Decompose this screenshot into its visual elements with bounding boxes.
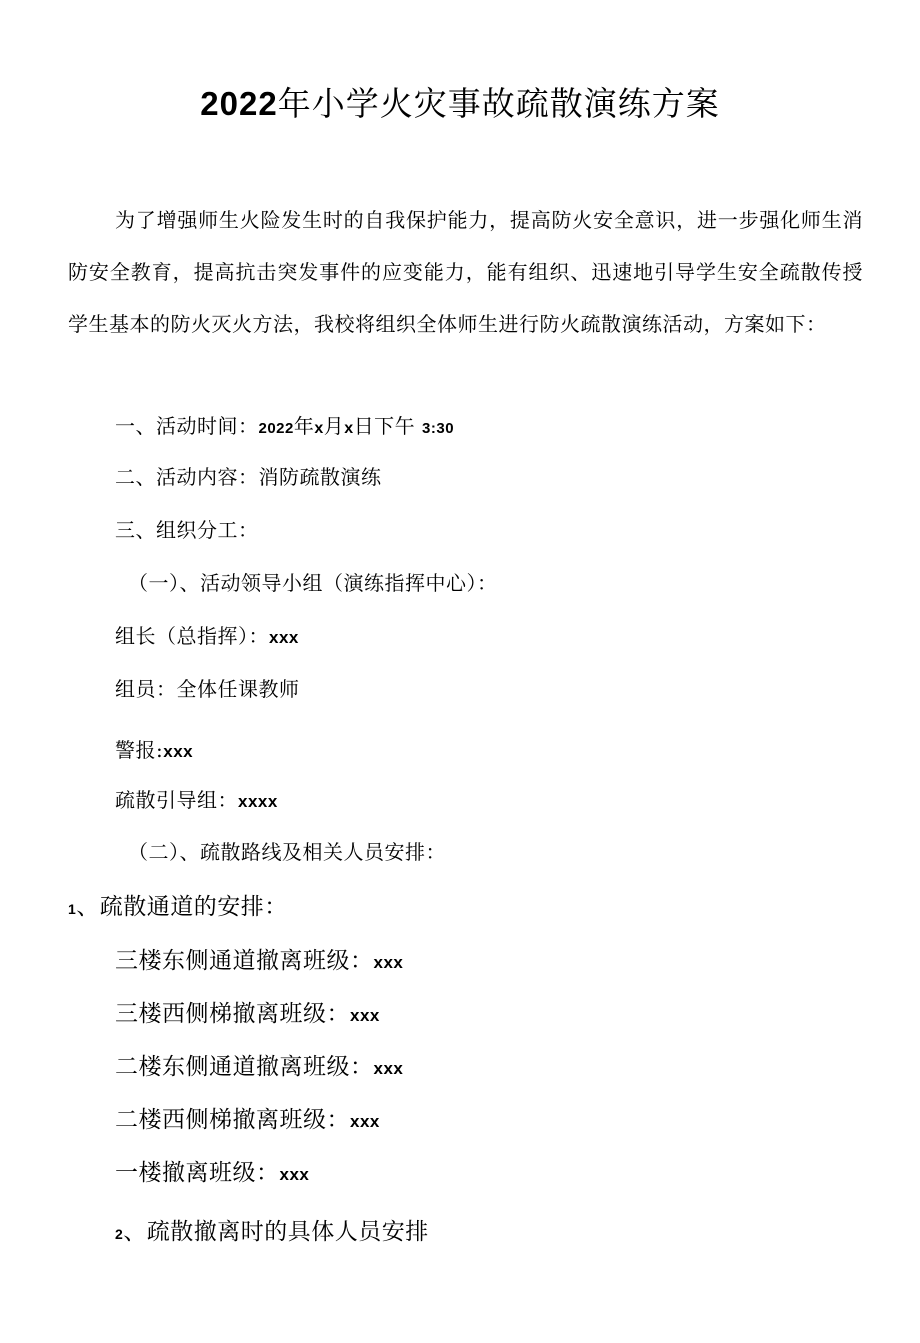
alarm-label: 警报: bbox=[115, 738, 164, 762]
route-value: xxx bbox=[279, 1165, 310, 1184]
group-one-heading: （一）、活动领导小组（演练指挥中心）： bbox=[128, 571, 498, 595]
section-activity-content-value: 消防疏散演练 bbox=[258, 465, 382, 489]
route-line bbox=[115, 944, 403, 980]
item-two-number: 2 bbox=[115, 1226, 124, 1242]
activity-time: 3:30 bbox=[422, 420, 455, 437]
section-activity-content-label: 二、活动内容： bbox=[115, 465, 259, 489]
route-line bbox=[115, 1050, 403, 1086]
section-activity-time bbox=[115, 411, 454, 444]
item-one-number: 1 bbox=[68, 901, 77, 917]
group-two-heading: （二）、疏散路线及相关人员安排： bbox=[128, 840, 446, 864]
leader-label: 组长（总指挥）： bbox=[115, 624, 269, 648]
guide-value: xxxx bbox=[238, 792, 278, 811]
guide-line bbox=[115, 785, 278, 817]
activity-year: 2022 bbox=[258, 420, 294, 437]
alarm-value: xxx bbox=[163, 742, 194, 761]
item-two-heading bbox=[115, 1215, 429, 1251]
leader-value: xxx bbox=[269, 628, 299, 647]
route-line bbox=[115, 997, 380, 1033]
route-label: 三楼东侧通道撤离班级： bbox=[115, 948, 374, 974]
activity-day: x bbox=[344, 420, 354, 437]
route-label: 二楼西侧梯撤离班级： bbox=[115, 1107, 350, 1133]
item-one-heading bbox=[68, 890, 288, 926]
title-year: 2022 bbox=[200, 85, 278, 122]
route-line bbox=[115, 1103, 380, 1139]
intro-paragraph: 为了增强师生火险发生时的自我保护能力，提高防火安全意识，进一步强化师生消防安全教育，提高抗击突发事件的应变能力，能有组织、迅速地引导学生安全疏散传授学生基本的防火灭火方法，我校将组织全体师生进行防火疏散演练活动，方案如下： bbox=[68, 208, 863, 336]
section-organization: 三、组织分工： bbox=[115, 518, 259, 542]
item-two-text: 、疏散撤离时的具体人员安排 bbox=[123, 1219, 429, 1245]
document-title bbox=[0, 82, 920, 126]
members-line bbox=[115, 674, 300, 704]
activity-day-rest: 日下午 bbox=[353, 414, 416, 438]
activity-month: x bbox=[314, 420, 324, 437]
route-value: xxx bbox=[350, 1112, 380, 1131]
route-value: xxx bbox=[373, 953, 404, 972]
route-line bbox=[115, 1156, 309, 1192]
item-one-text: 、疏散通道的安排： bbox=[76, 894, 288, 920]
route-label: 二楼东侧通道撤离班级： bbox=[115, 1054, 374, 1080]
route-label: 一楼撤离班级： bbox=[115, 1160, 280, 1186]
title-text: 年小学火灾事故疏散演练方案 bbox=[277, 84, 720, 123]
activity-month-char: 月 bbox=[323, 414, 345, 438]
activity-year-char: 年 bbox=[293, 414, 315, 438]
route-value: xxx bbox=[350, 1006, 380, 1025]
guide-label: 疏散引导组： bbox=[115, 788, 238, 812]
members-label: 组员： bbox=[115, 677, 177, 701]
route-label: 三楼西侧梯撤离班级： bbox=[115, 1001, 350, 1027]
alarm-line bbox=[115, 735, 193, 767]
section-activity-content bbox=[115, 462, 382, 492]
section-activity-time-label: 一、活动时间： bbox=[115, 414, 259, 438]
leader-line bbox=[115, 621, 299, 653]
route-value: xxx bbox=[373, 1059, 404, 1078]
members-value: 全体任课教师 bbox=[176, 677, 300, 701]
